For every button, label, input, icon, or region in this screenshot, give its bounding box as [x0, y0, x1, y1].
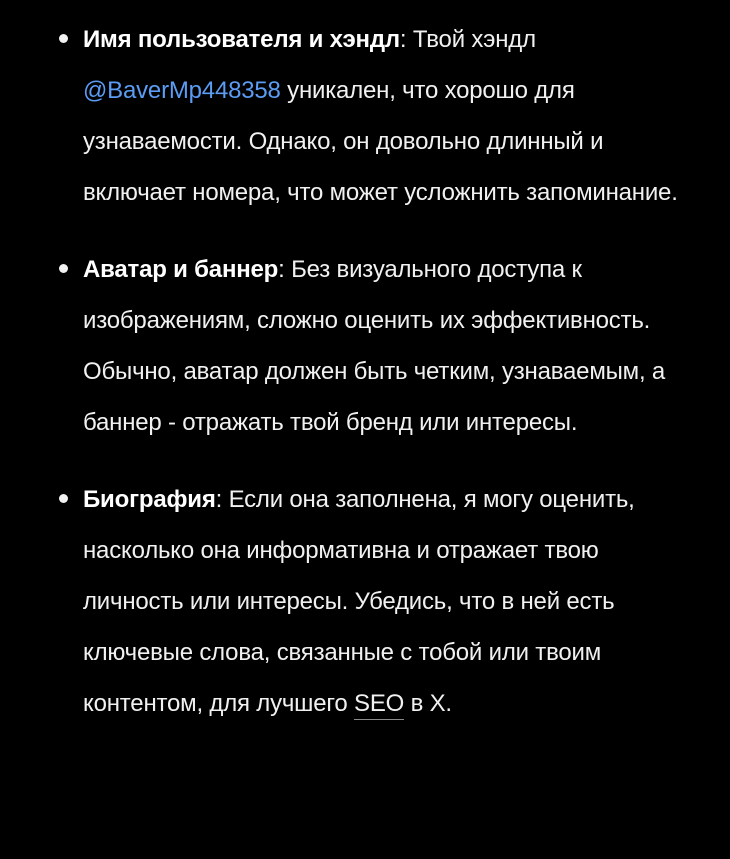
item-text: Если она заполнена, я могу оценить, насколько она информативна и отражает твою личность или интересы. Убедись, что в ней есть ключевые слова, связанные с тобой или твоим контентом, для лучшего — [83, 486, 635, 717]
term-separator: : — [278, 256, 285, 283]
term-separator: : — [215, 486, 223, 513]
list-item-biography — [0, 474, 730, 729]
item-text: Твой хэндл — [406, 26, 536, 53]
bullet-dot-icon — [59, 34, 68, 43]
term-label: Имя пользователя и хэндл — [83, 26, 400, 53]
item-text: в X. — [404, 690, 452, 717]
item-text: Без визуального доступа к изображениям, сложно оценить их эффективность. Обычно, аватар должен быть четким, узнаваемым, а баннер - отражать твой бренд или интересы. — [83, 256, 666, 436]
bullet-list — [0, 14, 730, 755]
seo-link[interactable]: SEO — [354, 690, 404, 720]
term-separator: : — [399, 26, 407, 53]
bullet-dot-icon — [59, 264, 68, 273]
bullet-dot-icon — [59, 494, 68, 503]
term-label: Биография — [83, 486, 216, 513]
user-handle-mention[interactable]: @BaverMp448358 — [83, 77, 281, 104]
item-text: уникален, что хорошо для узнаваемости. Однако, он довольно длинный и включает номера, что может усложнить запоминание. — [83, 77, 678, 206]
term-label: Аватар и баннер — [83, 256, 279, 283]
list-item-username — [0, 14, 730, 218]
list-item-avatar-banner — [0, 244, 730, 448]
